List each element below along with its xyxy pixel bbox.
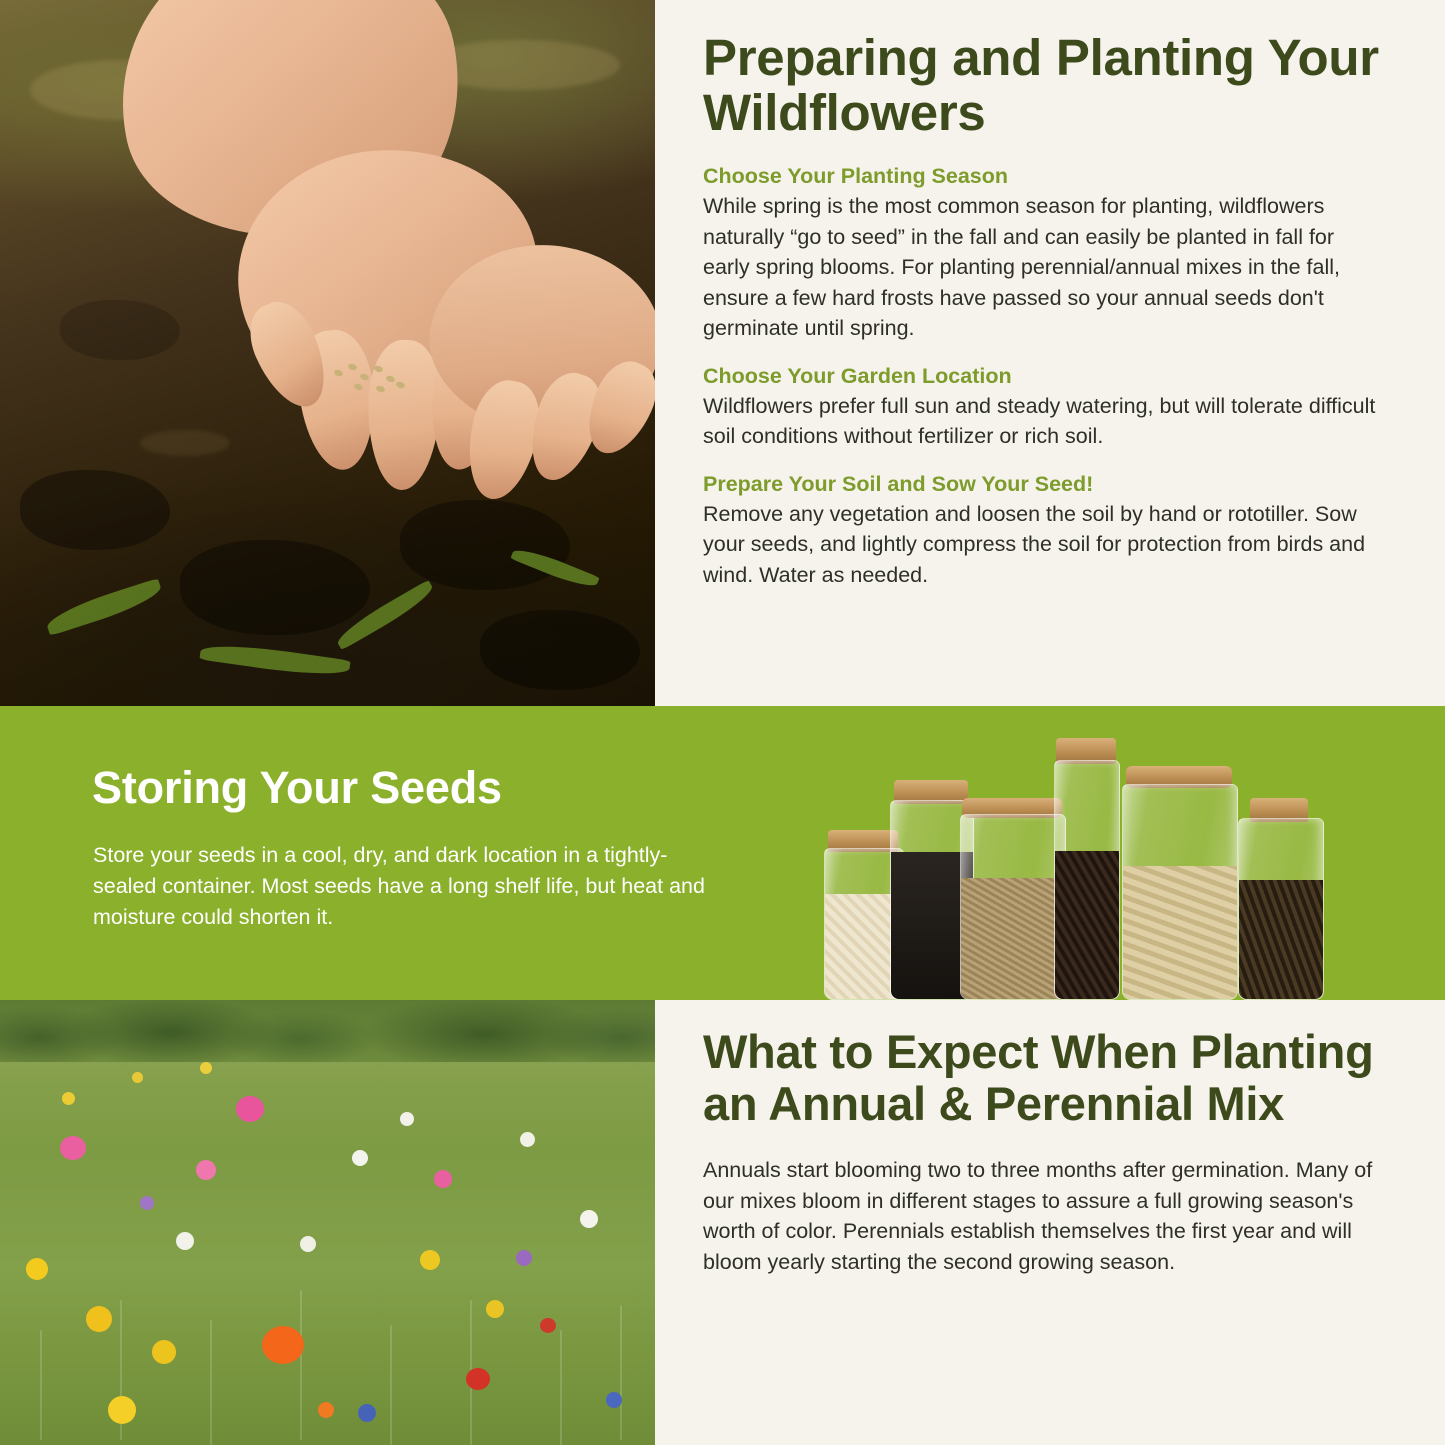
soil-clod xyxy=(60,300,180,360)
grass-blade xyxy=(300,1290,302,1440)
flower-yellow xyxy=(86,1306,112,1332)
tree-line xyxy=(0,1000,655,1062)
flower-yellow xyxy=(200,1062,212,1074)
soil-clod xyxy=(180,540,370,635)
seed xyxy=(375,385,386,394)
flower-white xyxy=(580,1210,598,1228)
flower-purple xyxy=(140,1196,154,1210)
jar-contents xyxy=(961,878,1065,999)
paragraph-planting-season: While spring is the most common season for planting, wildflowers naturally “go to seed” in the fall and can easily be planted in fall for early spring blooms. For planting perennial/annual mixes in the fall, ensure a few hard frosts have passed so your annual seeds don't germinate until spring. xyxy=(703,194,1340,341)
flower-pink xyxy=(196,1160,216,1180)
grass-blade xyxy=(390,1325,392,1445)
soil-clod xyxy=(480,610,640,690)
section-what-to-expect xyxy=(0,1000,1445,1445)
section-preparing-and-planting xyxy=(0,0,1445,706)
flower-yellow xyxy=(108,1396,136,1424)
page-title: Preparing and Planting Your Wildflowers xyxy=(703,29,1379,142)
flower-pink xyxy=(236,1096,264,1122)
flower-pink xyxy=(434,1170,452,1188)
storing-title: Storing Your Seeds xyxy=(92,762,502,813)
jar-contents xyxy=(1055,851,1119,999)
soil-clod xyxy=(20,470,170,550)
subheading-prepare-soil: Prepare Your Soil and Sow Your Seed! xyxy=(703,471,1094,496)
section3-text-column xyxy=(655,1000,1445,1445)
flower-yellow xyxy=(152,1340,176,1364)
meadow-background xyxy=(0,1000,655,1445)
flower-yellow xyxy=(486,1300,504,1318)
flower-white xyxy=(300,1236,316,1252)
subheading-garden-location: Choose Your Garden Location xyxy=(703,363,1012,388)
what-to-expect-paragraph: Annuals start blooming two to three months after germination. Many of our mixes bloom in different stages to assure a full growing season's worth of color. Perennials establish themselves the first year and will bloom yearly starting the second growing season. xyxy=(703,1158,1373,1274)
paragraph-garden-location: Wildflowers prefer full sun and steady watering, but will tolerate difficult soil conditions without fertilizer or rich soil. xyxy=(703,393,1376,449)
jar-striped-seeds xyxy=(1238,818,1324,1000)
flower-yellow xyxy=(132,1072,143,1083)
seed xyxy=(359,373,370,382)
seed xyxy=(395,381,406,390)
flower-yellow xyxy=(62,1092,75,1105)
flower-white xyxy=(400,1112,414,1126)
flower-white xyxy=(520,1132,535,1147)
flower-white xyxy=(352,1150,368,1166)
seed xyxy=(333,369,344,378)
section-storing-your-seeds xyxy=(0,706,1445,1000)
jar-contents xyxy=(1239,880,1323,999)
flower-blue xyxy=(606,1392,622,1408)
flower-purple xyxy=(516,1250,532,1266)
hand-sowing-seeds-image xyxy=(0,0,655,706)
soil-clod xyxy=(400,500,570,590)
flower-blue xyxy=(358,1404,376,1422)
flower-orange xyxy=(262,1326,304,1364)
flower-yellow xyxy=(26,1258,48,1280)
grass-blade xyxy=(620,1305,622,1440)
what-to-expect-title: What to Expect When Planting an Annual & Perennial Mix xyxy=(703,1025,1374,1130)
flower-yellow xyxy=(420,1250,440,1270)
wildflower-meadow-image xyxy=(0,1000,655,1445)
flower-orange xyxy=(318,1402,334,1418)
jar-contents xyxy=(1123,866,1237,999)
jar-tan-seeds xyxy=(960,814,1066,1000)
section1-text-column xyxy=(655,0,1445,706)
grass-blade xyxy=(40,1330,42,1440)
grass-blade xyxy=(210,1320,212,1445)
jar-tall-dark-seeds xyxy=(1054,760,1120,1000)
flower-red xyxy=(540,1318,556,1333)
seed xyxy=(385,375,396,384)
seed-storage-jars-image xyxy=(810,736,1430,1000)
flower-pink xyxy=(60,1136,86,1160)
seed xyxy=(373,365,384,374)
paragraph-prepare-soil: Remove any vegetation and loosen the soil by hand or rototiller. Sow your seeds, and lightly compress the soil for protection from birds and wind. Water as needed. xyxy=(703,501,1366,587)
seed xyxy=(347,363,358,372)
soil-highlight xyxy=(140,430,230,456)
seed-cluster xyxy=(330,360,420,406)
flower-red xyxy=(466,1368,490,1390)
flower-white xyxy=(176,1232,194,1250)
storing-paragraph: Store your seeds in a cool, dry, and dark location in a tightly-sealed container. Most seeds have a long shelf life, but heat and moisture could shorten it. xyxy=(93,843,705,930)
jar-pumpkin-seeds xyxy=(1122,784,1238,1000)
grass-blade xyxy=(560,1330,562,1445)
seed xyxy=(353,383,364,392)
subheading-planting-season: Choose Your Planting Season xyxy=(703,164,1009,189)
